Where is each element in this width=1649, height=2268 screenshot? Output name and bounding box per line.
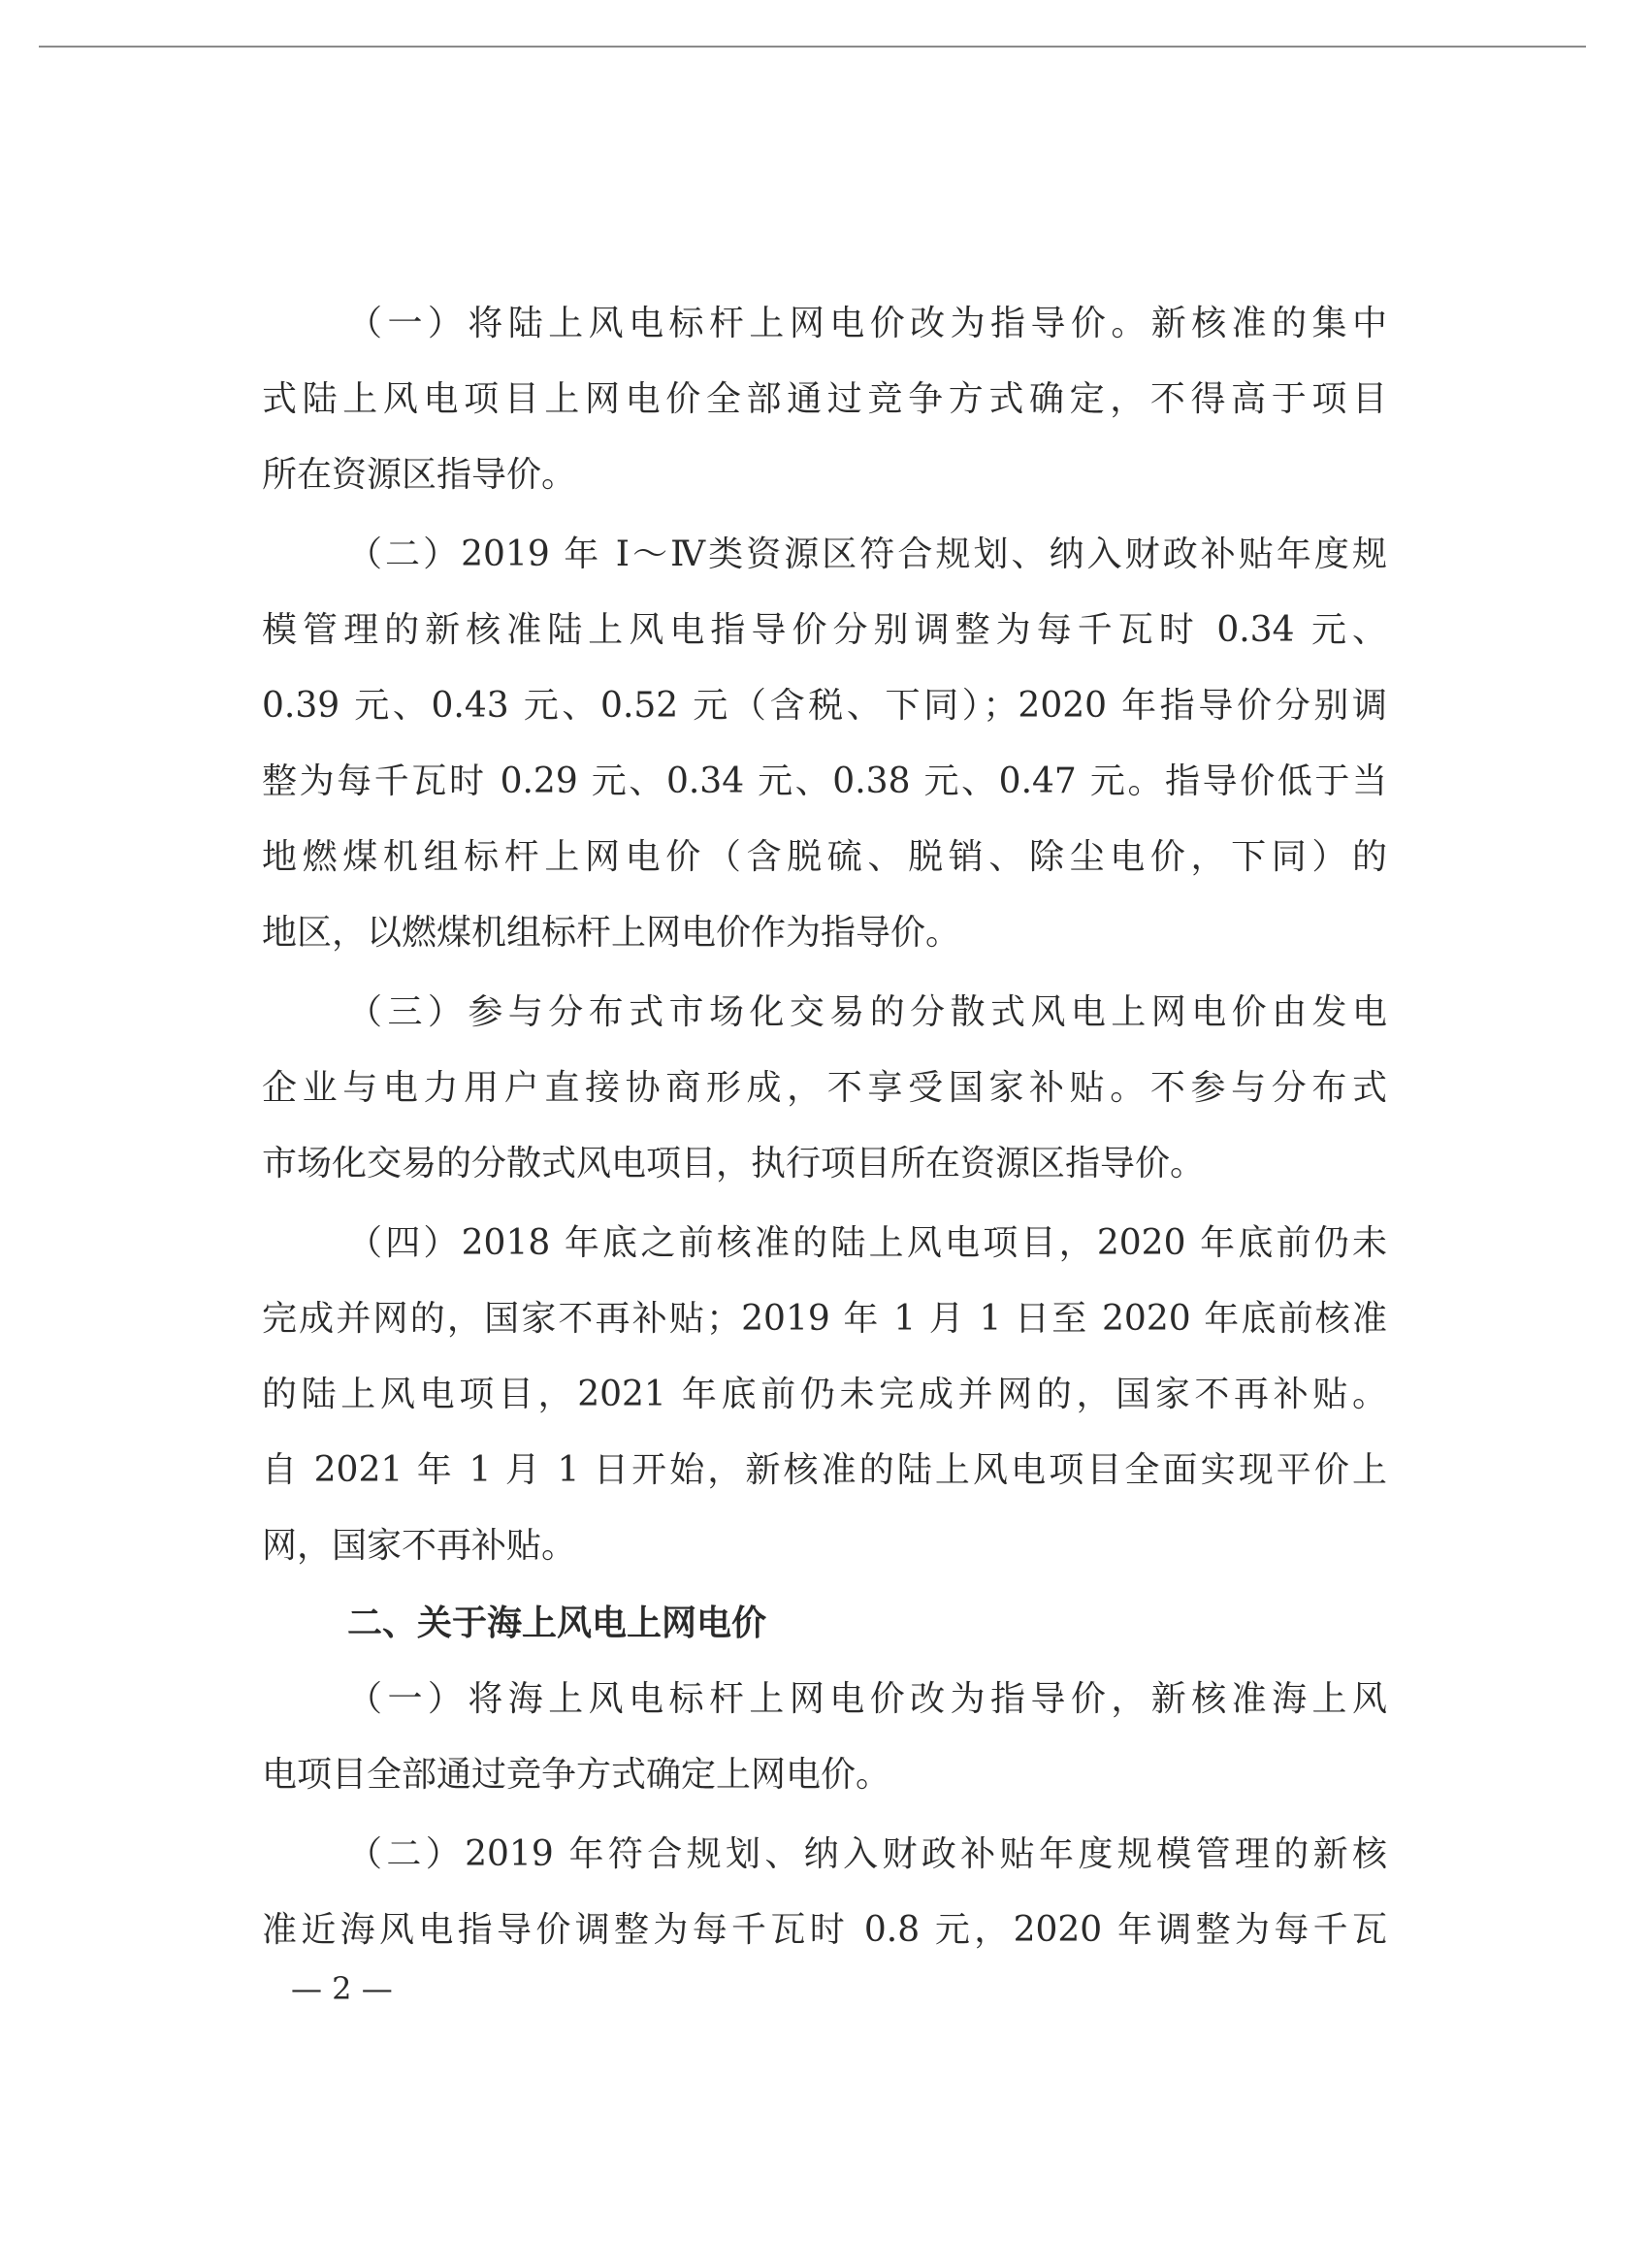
text-line: 整为每千瓦时 0.29 元、0.34 元、0.38 元、0.47 元。指导价低于当 [262, 761, 1387, 801]
text-line: （一）将海上风电标杆上网电价改为指导价，新核准海上风 [347, 1679, 1387, 1719]
text-line: （三）参与分布式市场化交易的分散式风电上网电价由发电 [347, 992, 1387, 1032]
text-line: 自 2021 年 1 月 1 日开始，新核准的陆上风电项目全面实现平价上 [262, 1450, 1387, 1490]
section-heading: 二、关于海上风电上网电价 [347, 1604, 767, 1643]
text-line: 完成并网的，国家不再补贴；2019 年 1 月 1 日至 2020 年底前核准 [262, 1299, 1387, 1339]
text-line: 0.39 元、0.43 元、0.52 元（含税、下同）；2020 年指导价分别调 [262, 686, 1387, 726]
text-line: 所在资源区指导价。 [262, 455, 577, 495]
page-number: — 2 — [291, 1970, 393, 2007]
text-line: 网，国家不再补贴。 [262, 1526, 577, 1566]
top-rule [39, 46, 1586, 48]
text-line: （一）将陆上风电标杆上网电价改为指导价。新核准的集中 [347, 304, 1387, 343]
text-line: （四）2018 年底之前核准的陆上风电项目，2020 年底前仍未 [347, 1223, 1387, 1263]
text-line: 式陆上风电项目上网电价全部通过竞争方式确定，不得高于项目 [262, 379, 1387, 419]
text-line: 电项目全部通过竞争方式确定上网电价。 [262, 1755, 891, 1795]
text-line: （二）2019 年 I～Ⅳ类资源区符合规划、纳入财政补贴年度规 [347, 535, 1387, 574]
text-line: 准近海风电指导价调整为每千瓦时 0.8 元，2020 年调整为每千瓦 [262, 1910, 1387, 1950]
text-line: 地区，以燃煤机组标杆上网电价作为指导价。 [262, 913, 961, 953]
text-line: 地燃煤机组标杆上网电价（含脱硫、脱销、除尘电价，下同）的 [262, 837, 1387, 877]
text-line: 模管理的新核准陆上风电指导价分别调整为每千瓦时 0.34 元、 [262, 610, 1387, 650]
text-line: （二）2019 年符合规划、纳入财政补贴年度规模管理的新核 [347, 1834, 1387, 1874]
text-line: 的陆上风电项目，2021 年底前仍未完成并网的，国家不再补贴。 [262, 1375, 1387, 1414]
text-line: 市场化交易的分散式风电项目，执行项目所在资源区指导价。 [262, 1144, 1206, 1183]
text-line: 企业与电力用户直接协商形成，不享受国家补贴。不参与分布式 [262, 1068, 1387, 1108]
